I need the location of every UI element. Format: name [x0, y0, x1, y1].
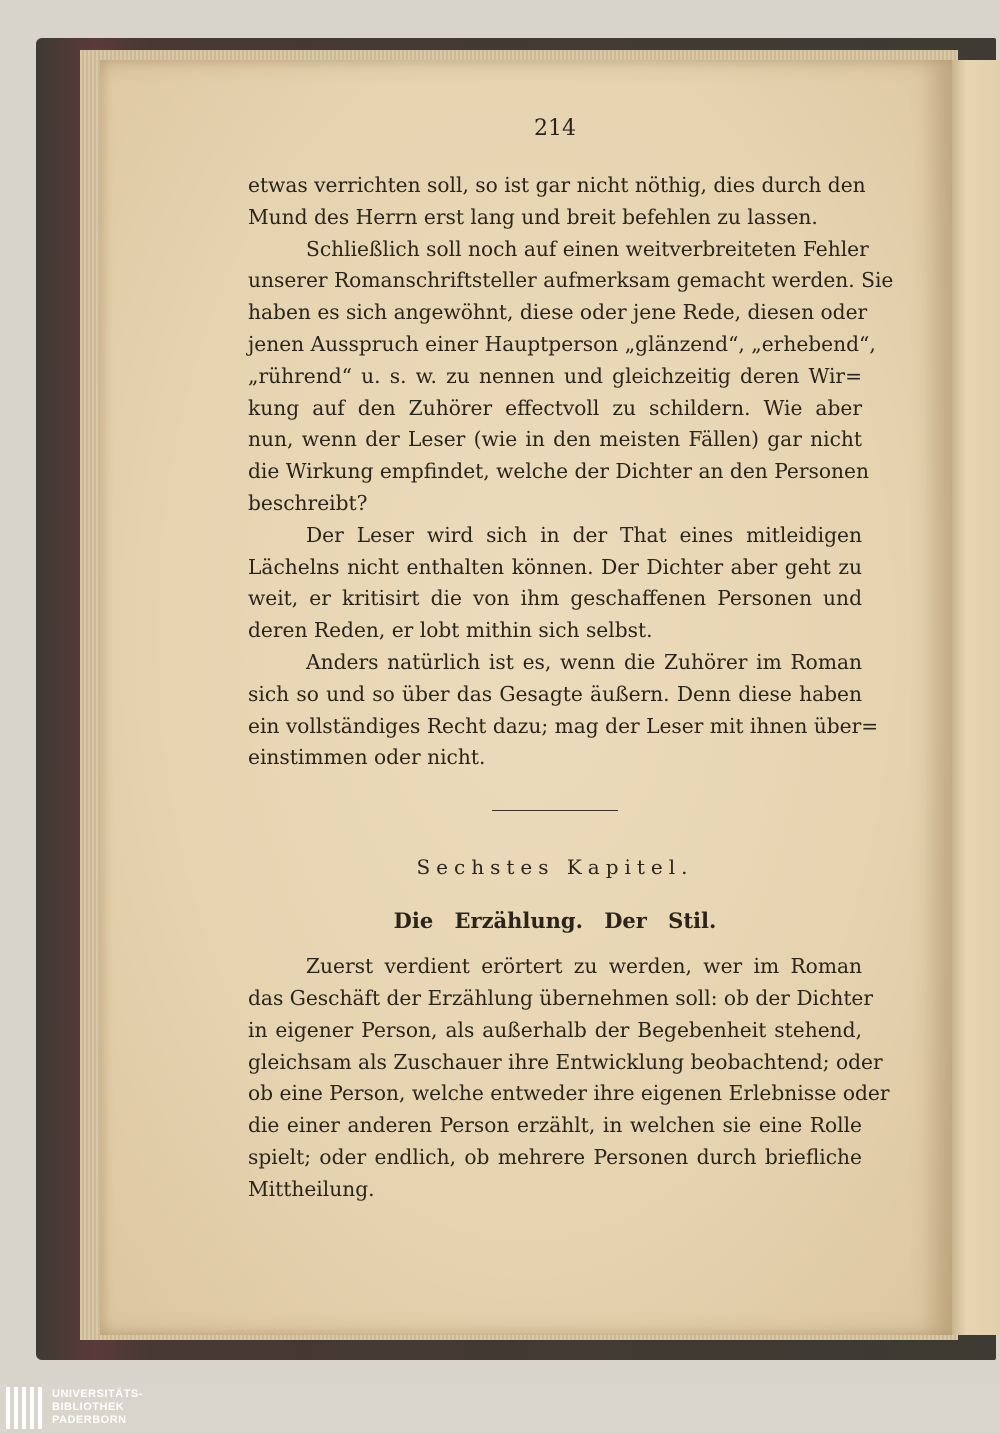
text-line: die einer anderen Person erzählt, in welchen sie eine Rolle — [248, 1113, 862, 1138]
text-line: die Wirkung empfindet, welche der Dichter an den Personen — [248, 459, 869, 484]
library-logo-icon — [6, 1387, 46, 1429]
text-line: weit, er kritisirt die von ihm geschaffenen Personen und — [248, 586, 862, 611]
library-footer — [0, 1384, 1000, 1434]
text-line: gleichsam als Zuschauer ihre Entwicklung beobachtend; oder — [248, 1049, 883, 1074]
text-line: das Geschäft der Erzählung übernehmen soll: ob der Dichter — [248, 985, 874, 1010]
text-line: etwas verrichten soll, so ist gar nicht nöthig, dies durch den — [248, 173, 866, 197]
text-line: Anders natürlich ist es, wenn die Zuhörer im Roman — [306, 649, 862, 674]
text-line: Zuerst verdient erörtert zu werden, wer im Roman — [306, 954, 862, 979]
section-divider — [492, 810, 618, 811]
text-line: einstimmen oder nicht. — [248, 745, 486, 770]
page-text — [248, 112, 894, 1206]
paragraph-2 — [248, 234, 894, 520]
logo-line: UNIVERSITÄTS- — [52, 1388, 143, 1400]
text-line: Mittheilung. — [248, 1176, 375, 1201]
text-line: Lächelns nicht enthalten können. Der Dichter aber geht zu — [248, 554, 862, 579]
text-line: deren Reden, er lobt mithin sich selbst. — [248, 618, 653, 643]
paragraph-5 — [248, 951, 890, 1205]
text-line: in eigener Person, als außerhalb der Begebenheit stehend, — [248, 1017, 862, 1042]
text-line: jenen Ausspruch einer Hauptperson „glänzend“, „erhebend“, — [248, 331, 876, 356]
text-line: ein vollständiges Recht dazu; mag der Leser mit ihnen über= — [248, 713, 879, 738]
logo-line: BIBLIOTHEK — [52, 1401, 125, 1413]
paragraph-4 — [248, 647, 879, 774]
text-line: haben es sich angewöhnt, diese oder jene Rede, diesen oder — [248, 300, 868, 325]
text-line: unserer Romanschriftsteller aufmerksam gemacht werden. Sie — [248, 268, 894, 293]
library-logo-text — [52, 1388, 143, 1427]
text-line: spielt; oder endlich, ob mehrere Personen durch briefliche — [248, 1144, 862, 1169]
paragraph-3 — [248, 520, 862, 647]
text-line: beschreibt? — [248, 490, 368, 515]
text-line: Schließlich soll noch auf einen weitverbreiteten Fehler — [306, 236, 869, 261]
text-line: Mund des Herrn erst lang und breit befehlen zu lassen. — [248, 204, 818, 229]
text-line: „rührend“ u. s. w. zu nennen und gleichzeitig deren Wir= — [248, 363, 862, 388]
text-line: Der Leser wird sich in der That eines mitleidigen — [306, 522, 862, 547]
text-line: nun, wenn der Leser (wie in den meisten Fällen) gar nicht — [248, 427, 862, 452]
logo-line: PADERBORN — [52, 1414, 127, 1426]
page-number: 214 — [534, 116, 576, 141]
chapter-title: Sechstes Kapitel. — [416, 855, 694, 880]
text-line: ob eine Person, welche entweder ihre eigenen Erlebnisse oder — [248, 1081, 890, 1106]
paragraph-1 — [248, 170, 866, 234]
section-heading: Die Erzählung. Der Stil. — [393, 908, 717, 934]
text-line: sich so und so über das Gesagte äußern. Denn diese haben — [248, 681, 862, 706]
text-line: kung auf den Zuhörer effectvoll zu schildern. Wie aber — [248, 395, 862, 420]
facing-page-edge — [952, 60, 1000, 1335]
